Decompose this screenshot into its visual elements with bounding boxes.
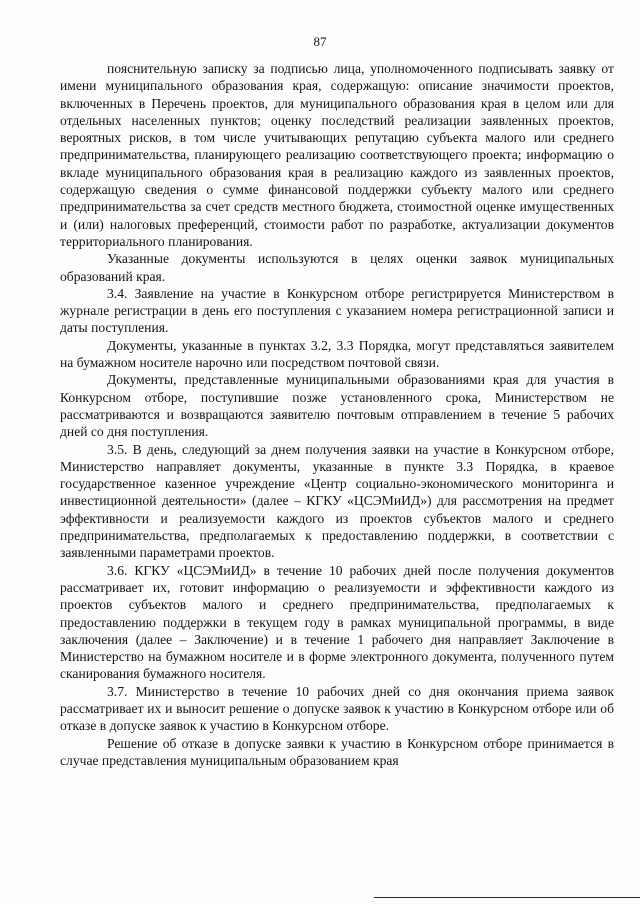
paragraph-3-5-review-transfer: 3.5. В день, следующий за днем получения заявки на участие в Конкурсном отборе, Министерство направляет документы, указанные в пункте 3.3 Порядка, в краевое государственное казенное учреждение «Центр социально-экономического мониторинга и инвестиционной деятельности» (далее – КГКУ «ЦСЭМиИД») для рассмотрения на предмет эффективности и реализуемости каждого из проектов субъектов малого и среднего предпринимательства, предполагаемых к предоставлению поддержки, в соответствии с заявленными параметрами проектов. bbox=[60, 441, 614, 561]
paragraph-refusal-decision: Решение об отказе в допуске заявки к участию в Конкурсном отборе принимается в случае представления муниципальным образованием края bbox=[60, 735, 614, 768]
paragraph-3-4-registration: 3.4. Заявление на участие в Конкурсном отборе регистрируется Министерством в журнале регистрации в день его поступления с указанием номера регистрационной записи и даты поступления. bbox=[60, 285, 614, 336]
paragraph-documents-submission: Документы, указанные в пунктах 3.2, 3.3 Порядка, могут представляться заявителем на бумажном носителе нарочно или посредством почтовой связи. bbox=[60, 337, 614, 371]
paragraph-late-documents: Документы, представленные муниципальными образованиями края для участия в Конкурсном отборе, поступившие позже установленного срока, Министерством не рассматриваются и возвращаются заявителю почтовым отправлением в течение 5 рабочих дней со дня поступления. bbox=[60, 372, 614, 440]
page-number: 87 bbox=[313, 34, 327, 49]
paragraph-3-6-conclusion: 3.6. КГКУ «ЦСЭМиИД» в течение 10 рабочих дней после получения документов рассматривает их, готовит информацию о реализуемости и эффективности каждого из проектов субъектов малого и среднего предпринимательства, предполагаемых к предоставлению поддержки в текущем году в рамках муниципальной программы, в виде заключения (далее – Заключение) и в течение 1 рабочего дня направляет Заключение в Министерство на бумажном носителе и в форме электронного документа, полученного путем сканирования бумажного носителя. bbox=[60, 562, 614, 682]
paragraph-3-7-decision: 3.7. Министерство в течение 10 рабочих дней со дня окончания приема заявок рассматривает их и выносит решение о допуске заявок к участию в Конкурсном отборе или об отказе в допуске заявок к участию в Конкурсном отборе. bbox=[60, 683, 614, 734]
paragraph-documents-usage: Указанные документы используются в целях оценки заявок муниципальных образований края. bbox=[60, 251, 614, 284]
paragraph-explanatory-note: пояснительную записку за подписью лица, уполномоченного подписывать заявку от имени муниципального образования края, содержащую: описание значимости проектов, включенных в Перечень проектов, для муниципального образования края в целом или для отдельных населенных пунктов; оценку последствий реализации заявленных проектов, вероятных рисков, в том числе учитывающих репутацию субъекта малого или среднего предпринимательства, планирующего реализацию соответствующего проекта; информацию о вкладе муниципального образования края в реализацию каждого из заявленных проектов, содержащую сведения о сумме финансовой поддержки субъекту малого или среднего предпринимательства за счет средств местного бюджета, стоимостной оценке имущественных и (или) налоговых преференций, стоимости работ по разработке, актуализации документов территориального планирования. bbox=[60, 61, 614, 249]
document-body bbox=[60, 60, 614, 769]
bottom-divider-line bbox=[374, 897, 640, 898]
